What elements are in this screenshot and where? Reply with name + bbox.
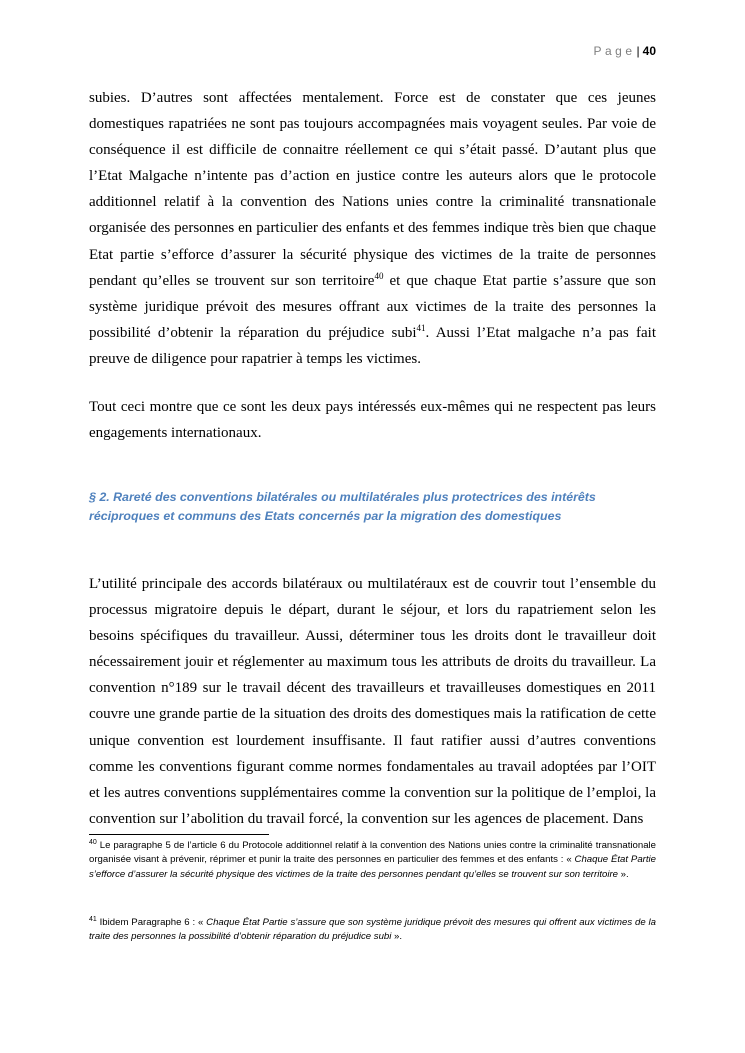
body-paragraph-2: Tout ceci montre que ce sont les deux pays intéressés eux-mêmes qui ne respectent pas leurs engagements internationaux. (89, 399, 656, 442)
footnote-number: 40 (89, 839, 97, 846)
footnote-ref-40: 40 (374, 270, 384, 281)
footnote-separator (89, 834, 269, 835)
page-label: Page (593, 44, 636, 58)
body-paragraph-3: L’utilité principale des accords bilatéraux ou multilatéraux est de couvrir tout l’ensemble du processus migratoire depuis le départ, durant le séjour, et lors du rapatriement selon les besoins spécifiques du travailleur. Aussi, déterminer tous les droits dont le travailleur doit nécessairement jouir et réglementer au maximum tous les attributs de droits du travailleur. La convention n°189 sur le travail décent des travailleurs et travailleuses domestiques en 2011 couvre une grande partie de la situation des droits des domestiques mais la ratification de cette unique convention est lourdement insuffisante. Il faut ratifier aussi d’autres conventions comme les conventions figurant comme normes fondamentales au travail adoptées par l’OIT et les autres conventions supplémentaires comme la convention sur la politique de l’emploi, la convention sur l’abolition du travail forcé, la convention sur les agences de placement. Dans (89, 576, 656, 827)
footnote-quote: Chaque État Partie s’efforce d’assurer la sécurité physique des victimes de la traite des personnes pendant qu’elles se trouvent sur son territoire (89, 854, 656, 880)
paragraph-1-text-a: subies. D’autres sont affectées mentalement. Force est de constater que ces jeunes domestiques rapatriées ne sont pas toujours accompagnées mais voyagent seules. Par voie de conséquence il est difficile de connaitre réellement ce qui s’était passé. D’autant plus que l’Etat Malgache n’intente pas d’action en justice contre les auteurs alors que le protocole additionnel relatif à la convention des Nations unies contre la criminalité transnationale organisée des personnes en particulier des enfants et des femmes indique très bien que chaque Etat partie s’efforce d’assurer la sécurité physique des victimes de la traite de personnes pendant qu’elles se trouvent sur son territoire (89, 90, 656, 289)
footnote-text: Le paragraphe 5 de l’article 6 du Protocole additionnel relatif à la convention des Nations unies contre la criminalité transnationale organisée visant à prévenir, réprimer et punir la traite des personnes en particulier des femmes et des enfants : « (89, 840, 656, 866)
footnote-40 (89, 839, 656, 882)
page-header-separator: | (636, 44, 640, 58)
paragraph-1-text-c: . Aussi l’Etat malgache n’a pas fait preuve de diligence pour rapatrier à temps les victimes. (89, 324, 656, 367)
section-heading: § 2. Rareté des conventions bilatérales ou multilatérales plus protectrices des intérêts réciproques et communs des Etats concernés par la migration des domestiques (89, 490, 596, 523)
footnote-41 (89, 916, 656, 945)
page-number: 40 (642, 44, 656, 58)
footnote-text: Ibidem Paragraphe 6 : « (96, 917, 207, 928)
footnote-close: ». (391, 931, 403, 943)
paragraph-1-text-b: et que chaque Etat partie s’assure que son système juridique prévoit des mesures offrant aux victimes de la traite des personnes la possibilité d’obtenir la réparation du préjudice subi (89, 272, 656, 341)
footnote-quote: Chaque État Partie s’assure que son système juridique prévoit des mesures qui offrent aux victimes de la traite des personnes la possibilité d’obtenir réparation du préjudice subi (89, 917, 656, 943)
page-header (593, 44, 656, 58)
footnote-close: ». (618, 868, 629, 880)
footnote-number: 41 (89, 916, 97, 923)
footnote-ref-41: 41 (416, 322, 426, 333)
body-paragraph-1 (89, 85, 656, 372)
